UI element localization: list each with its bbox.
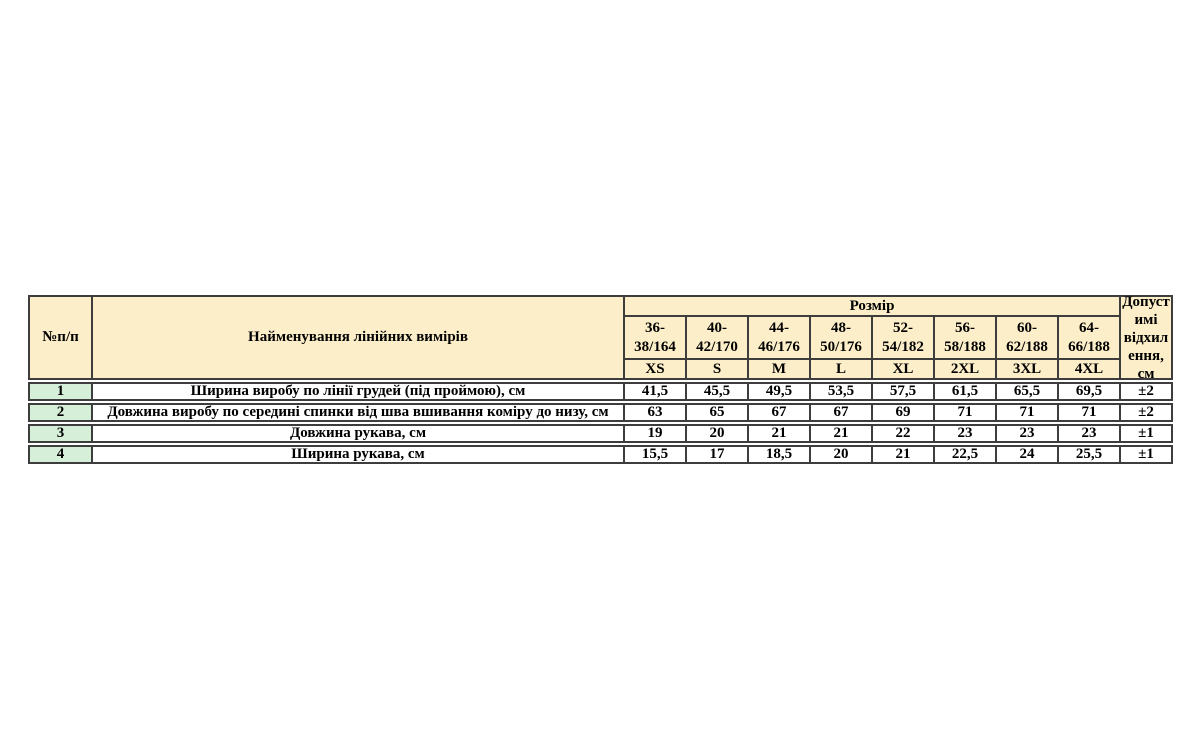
size-range-cell: 40-42/170	[685, 317, 747, 358]
tolerance-cell: ±2	[1119, 384, 1171, 399]
header-name-cell: Найменування лінійних вимірів	[91, 297, 623, 378]
value-cell: 21	[747, 426, 809, 441]
size-letter-cell: 2XL	[933, 358, 995, 378]
value-cell: 49,5	[747, 384, 809, 399]
row-name-cell: Ширина рукава, см	[91, 447, 623, 462]
size-range-cell: 56-58/188	[933, 317, 995, 358]
table-row	[28, 445, 1173, 464]
value-cell: 22,5	[933, 447, 995, 462]
value-cell: 23	[1057, 426, 1119, 441]
tolerance-cell: ±2	[1119, 405, 1171, 420]
size-range-cell: 36-38/164	[623, 317, 685, 358]
value-cell: 67	[809, 405, 871, 420]
value-cell: 24	[995, 447, 1057, 462]
value-cell: 71	[1057, 405, 1119, 420]
tolerance-cell: ±1	[1119, 426, 1171, 441]
size-letter-cell: 3XL	[995, 358, 1057, 378]
row-name-cell: Довжина рукава, см	[91, 426, 623, 441]
value-cell: 15,5	[623, 447, 685, 462]
size-letter-cell: XS	[623, 358, 685, 378]
value-cell: 57,5	[871, 384, 933, 399]
size-letter-cell: S	[685, 358, 747, 378]
value-cell: 20	[685, 426, 747, 441]
size-letter-cell: XL	[871, 358, 933, 378]
size-table	[28, 295, 1173, 464]
table-row	[28, 382, 1173, 401]
row-num-cell: 2	[30, 405, 91, 420]
value-cell: 61,5	[933, 384, 995, 399]
value-cell: 21	[809, 426, 871, 441]
value-cell: 19	[623, 426, 685, 441]
tolerance-header-cell: Допустимі відхилення, см	[1119, 297, 1171, 378]
value-cell: 65	[685, 405, 747, 420]
size-letter-cell: L	[809, 358, 871, 378]
value-cell: 45,5	[685, 384, 747, 399]
row-num-cell: 4	[30, 447, 91, 462]
size-range-cell: 64-66/188	[1057, 317, 1119, 358]
value-cell: 67	[747, 405, 809, 420]
table-row	[28, 424, 1173, 443]
table-row	[28, 403, 1173, 422]
row-name-cell: Ширина виробу по лінії грудей (під проймою), см	[91, 384, 623, 399]
size-range-cell: 52-54/182	[871, 317, 933, 358]
value-cell: 23	[995, 426, 1057, 441]
table-header	[28, 295, 1173, 380]
value-cell: 53,5	[809, 384, 871, 399]
value-cell: 17	[685, 447, 747, 462]
value-cell: 22	[871, 426, 933, 441]
value-cell: 71	[995, 405, 1057, 420]
value-cell: 65,5	[995, 384, 1057, 399]
value-cell: 25,5	[1057, 447, 1119, 462]
tolerance-cell: ±1	[1119, 447, 1171, 462]
value-cell: 20	[809, 447, 871, 462]
value-cell: 71	[933, 405, 995, 420]
size-range-cell: 60-62/188	[995, 317, 1057, 358]
row-num-cell: 3	[30, 426, 91, 441]
header-num-cell: №п/п	[42, 329, 79, 345]
value-cell: 69	[871, 405, 933, 420]
size-letter-cell: M	[747, 358, 809, 378]
value-cell: 69,5	[1057, 384, 1119, 399]
value-cell: 18,5	[747, 447, 809, 462]
row-name-cell: Довжина виробу по середині спинки від шва вшивання коміру до низу, см	[91, 405, 623, 420]
value-cell: 23	[933, 426, 995, 441]
value-cell: 63	[623, 405, 685, 420]
size-group-cell: Розмір	[623, 297, 1119, 317]
row-num-cell: 1	[30, 384, 91, 399]
size-range-cell: 44-46/176	[747, 317, 809, 358]
size-letter-cell: 4XL	[1057, 358, 1119, 378]
value-cell: 21	[871, 447, 933, 462]
size-range-cell: 48-50/176	[809, 317, 871, 358]
value-cell: 41,5	[623, 384, 685, 399]
